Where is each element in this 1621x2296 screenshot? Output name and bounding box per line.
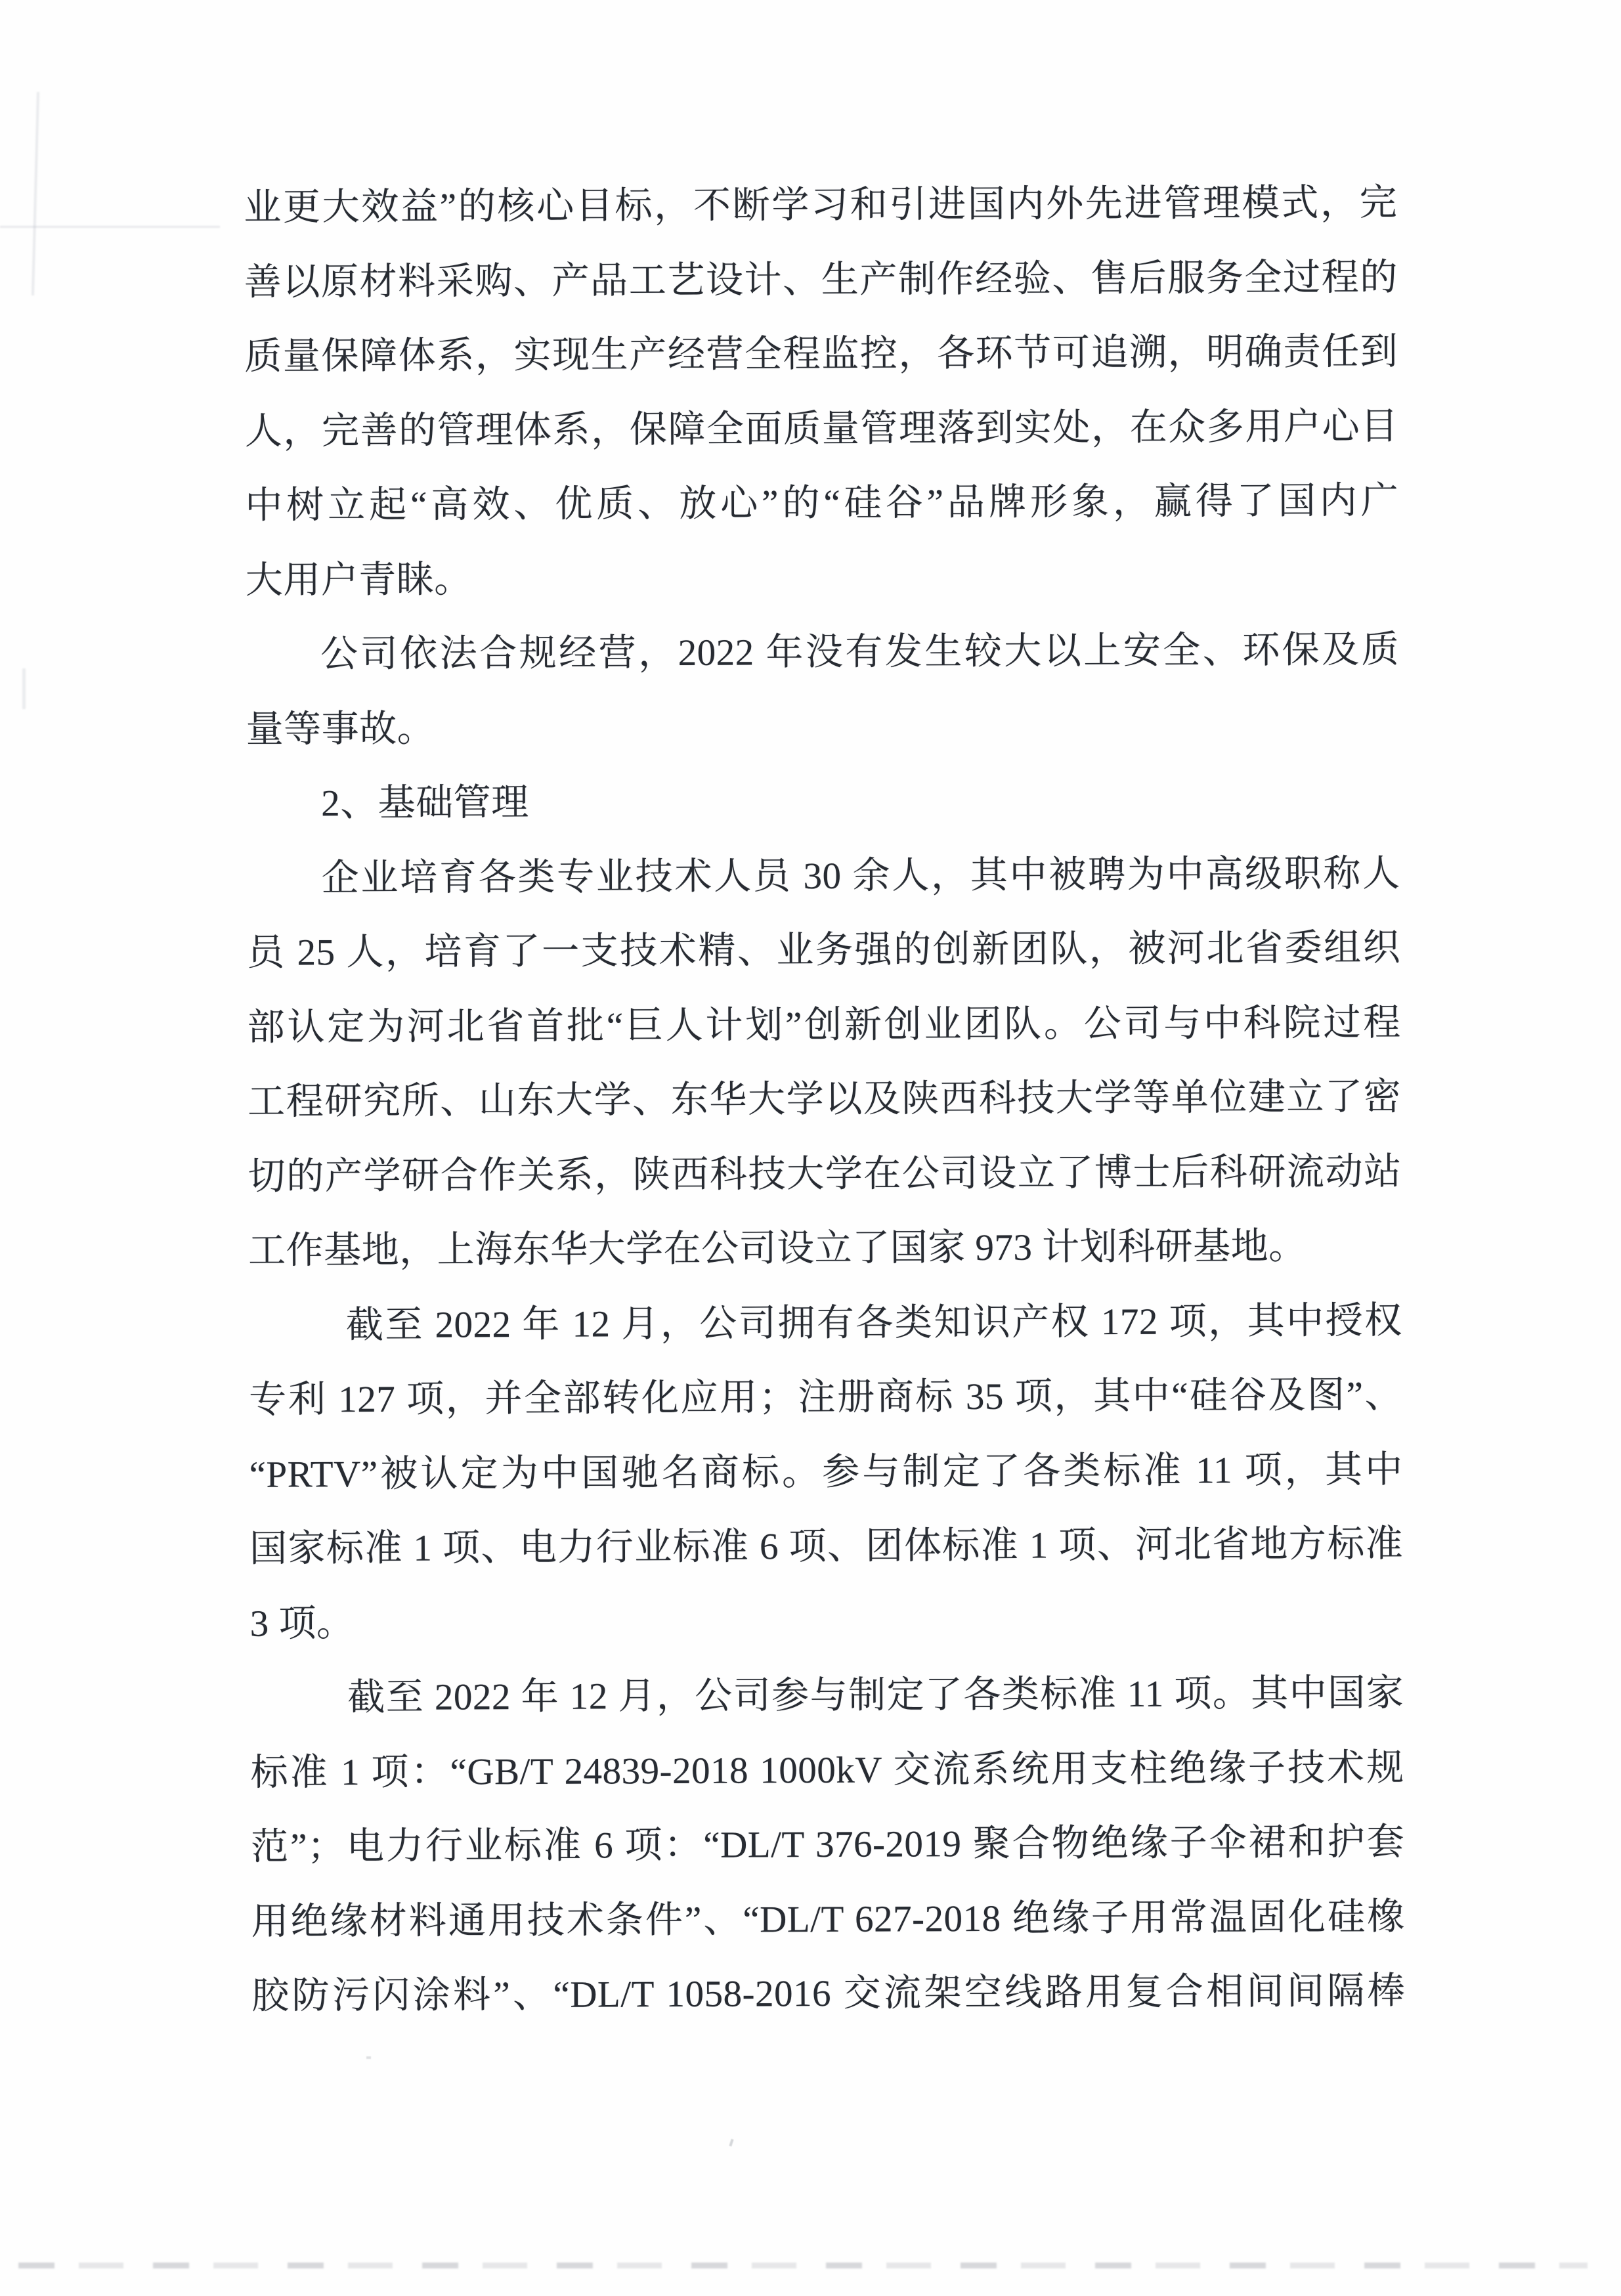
scan-artifact bbox=[32, 92, 39, 295]
text-line: 企业培育各类专业技术人员 30 余人，其中被聘为中高级职称人 bbox=[321, 852, 1400, 899]
text-line: 中树立起“高效、优质、放心”的“硅谷”品牌形象，赢得了国内广 bbox=[245, 480, 1399, 527]
text-line: 截至 2022 年 12 月，公司参与制定了各类标准 11 项。其中国家 bbox=[347, 1672, 1404, 1719]
text-line: 工作基地，上海东华大学在公司设立了国家 973 计划科研基地。 bbox=[248, 1225, 1307, 1272]
text-line: 部认定为河北省首批“巨人计划”创新创业团队。公司与中科院过程 bbox=[247, 1001, 1401, 1049]
text-line: 员 25 人，培育了一支技术精、业务强的创新团队，被河北省委组织 bbox=[247, 927, 1401, 974]
text-line: 2、基础管理 bbox=[321, 781, 529, 825]
text-line: 国家标准 1 项、电力行业标准 6 项、团体标准 1 项、河北省地方标准 bbox=[249, 1523, 1404, 1570]
document-body bbox=[244, 165, 1405, 2033]
text-line: 公司依法合规经营，2022 年没有发生较大以上安全、环保及质 bbox=[320, 629, 1400, 676]
scan-artifact bbox=[22, 668, 26, 709]
text-line: 范”；电力行业标准 6 项：“DL/T 376-2019 聚合物绝缘子伞裙和护套 bbox=[251, 1821, 1405, 1868]
text-line: 胶防污闪涂料”、“DL/T 1058-2016 交流架空线路用复合相间间隔棒 bbox=[251, 1970, 1406, 2017]
scan-artifact bbox=[366, 2056, 371, 2059]
text-line: 量等事故。 bbox=[246, 708, 435, 750]
text-line: 标准 1 项：“GB/T 24839-2018 1000kV 交流系统用支柱绝缘子技术规 bbox=[250, 1746, 1404, 1794]
text-line: 质量保障体系，实现生产经营全程监控，各环节可追溯，明确责任到 bbox=[244, 331, 1398, 378]
scan-artifact bbox=[729, 2139, 733, 2147]
text-line: 用绝缘材料通用技术条件”、“DL/T 627-2018 绝缘子用常温固化硅橡 bbox=[251, 1895, 1405, 1943]
text-line: 3 项。 bbox=[249, 1602, 355, 1645]
text-line: 切的产学研合作关系，陕西科技大学在公司设立了博士后科研流动站 bbox=[248, 1150, 1402, 1198]
text-line: 工程研究所、山东大学、东华大学以及陕西科技大学等单位建立了密 bbox=[248, 1076, 1402, 1123]
scan-artifact bbox=[18, 2263, 1588, 2268]
text-line: “PRTV”被认定为中国驰名商标。参与制定了各类标准 11 项，其中 bbox=[249, 1448, 1403, 1496]
text-line: 业更大效益”的核心目标，不断学习和引进国内外先进管理模式，完 bbox=[244, 182, 1398, 228]
text-line: 截至 2022 年 12 月，公司拥有各类知识产权 172 项，其中授权 bbox=[345, 1299, 1402, 1346]
scan-artifact bbox=[0, 226, 220, 228]
text-line: 善以原材料采购、产品工艺设计、生产制作经验、售后服务全过程的 bbox=[244, 256, 1398, 303]
text-line: 大用户青睐。 bbox=[245, 558, 472, 601]
text-line: 人，完善的管理体系，保障全面质量管理落到实处，在众多用户心目 bbox=[244, 405, 1398, 452]
text-line: 专利 127 项，并全部转化应用；注册商标 35 项，其中“硅谷及图”、 bbox=[249, 1374, 1403, 1421]
